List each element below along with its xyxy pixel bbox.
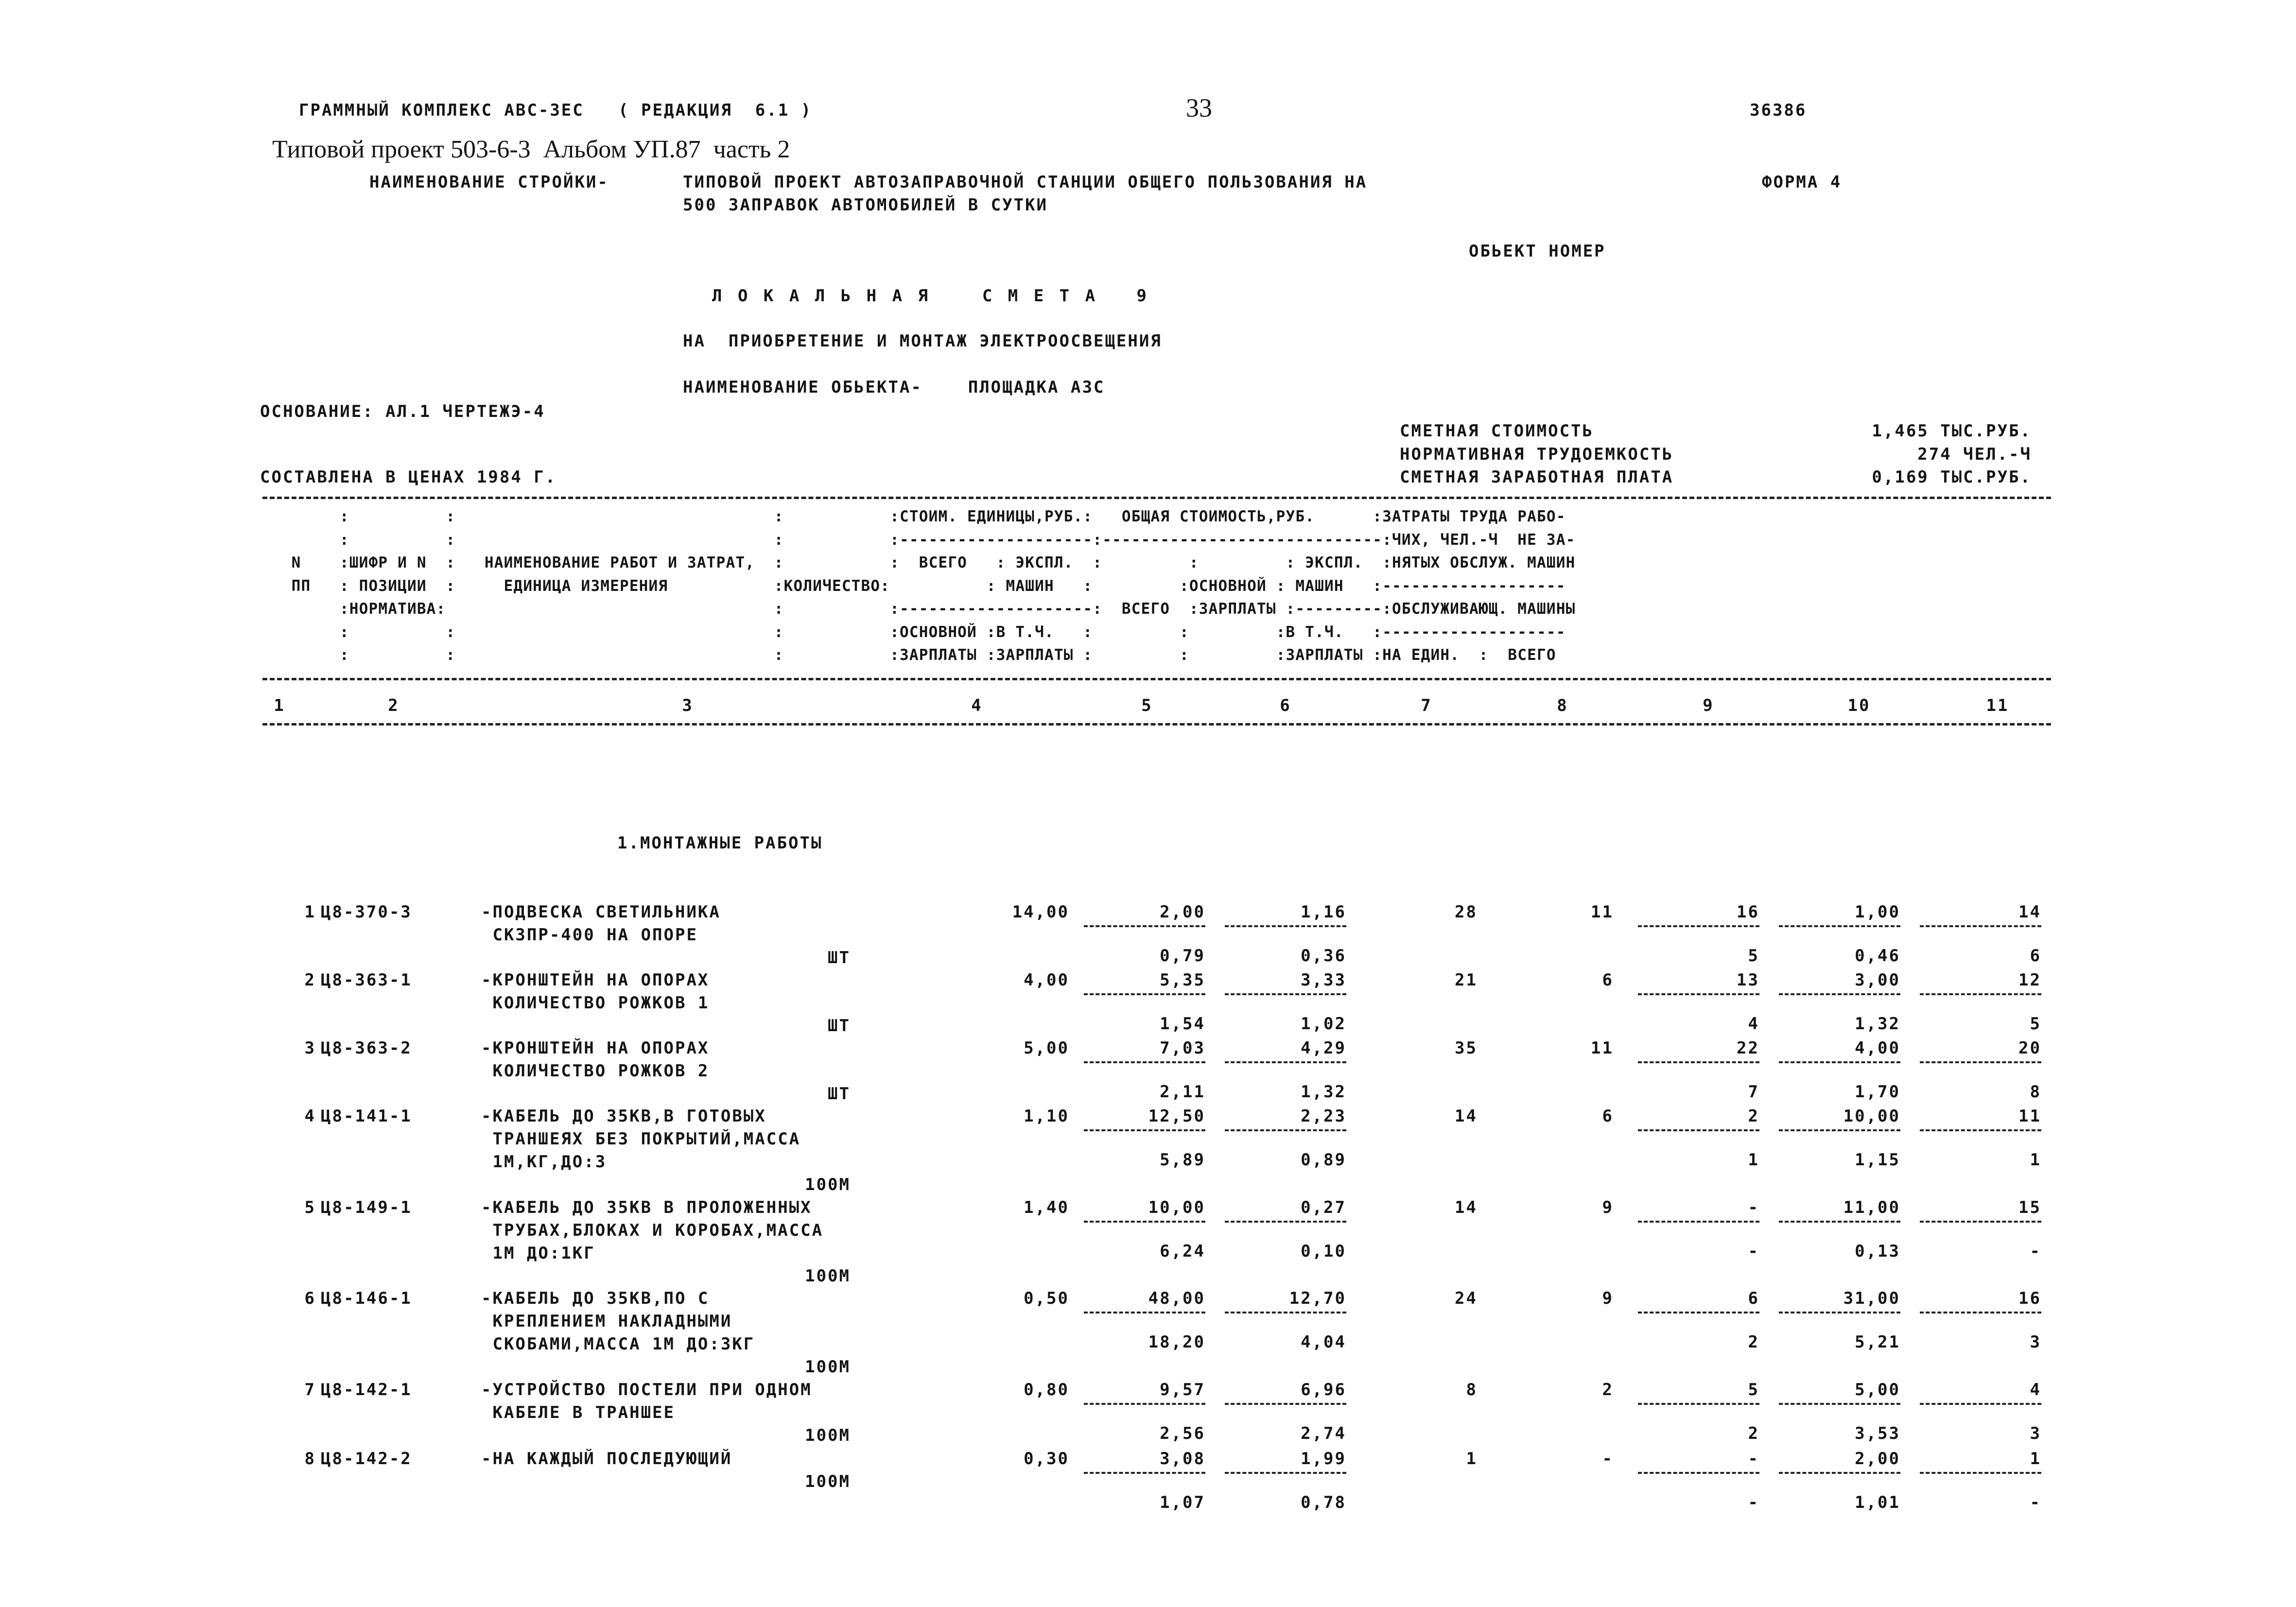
row-name-line: -КАБЕЛЬ ДО 35КВ В ПРОЛОЖЕННЫХ (481, 1198, 812, 1217)
row-separator (1779, 925, 1900, 927)
row-labor-total: 11 (2018, 1106, 2041, 1126)
row-unit-cost-machines: 3,33 (1301, 970, 1346, 990)
row-quantity: 1,40 (1024, 1198, 1069, 1217)
row-machine-wages: - (1748, 1493, 1759, 1512)
row-unit-machine-wage: 0,89 (1301, 1150, 1346, 1170)
column-number: 5 (1141, 696, 1153, 715)
row-machine-wages: - (1748, 1242, 1759, 1261)
row-separator (1638, 1221, 1759, 1223)
row-unit-cost-total: 3,08 (1160, 1449, 1205, 1469)
row-labor-machines-total: 6 (2030, 946, 2041, 966)
row-labor-total: 15 (2018, 1198, 2041, 1217)
row-total-cost: 1 (1466, 1449, 1478, 1469)
program-name: ГРАММНЫЙ КОМПЛЕКС АВС-ЗЕС ( РЕДАКЦИЯ 6.1 ) (299, 101, 813, 120)
row-separator (1920, 1312, 2041, 1313)
row-total-wages: 6 (1602, 1106, 1614, 1126)
row-code: Ц8-142-2 (321, 1449, 412, 1469)
row-code: Ц8-370-3 (321, 902, 412, 922)
row-separator (1225, 1061, 1346, 1063)
row-labor-total: 14 (2018, 902, 2041, 922)
row-machine-wages: 1 (1748, 1150, 1759, 1170)
row-unit: ШТ (828, 1016, 851, 1036)
row-name-line: ТРАНШЕЯХ БЕЗ ПОКРЫТИЙ,МАССА (481, 1129, 801, 1149)
row-separator (1779, 1221, 1900, 1223)
row-total-wages: - (1602, 1449, 1614, 1469)
estimated-wage-value: 0,169 ТЫС.РУБ. (1872, 467, 2032, 487)
row-number: 1 (304, 902, 316, 922)
estimated-cost-label: СМЕТНАЯ СТОИМОСТЬ (1400, 421, 1594, 441)
estimated-cost-value: 1,465 ТЫС.РУБ. (1872, 421, 2032, 441)
project-line: Типовой проект 503-6-3 Альбом УП.87 часть 2 (272, 136, 790, 163)
row-unit-base-wage: 1,54 (1160, 1014, 1205, 1034)
column-number: 2 (388, 696, 400, 715)
row-labor-machines-per-unit: 5,21 (1855, 1332, 1900, 1352)
row-unit: ШТ (828, 1084, 851, 1104)
header-line: :НОРМАТИВА: : :--------------------: ВСЕГО :ЗАРПЛАТЫ :---------:ОБСЛУЖИВАЮЩ. МАШИНЫ (262, 600, 1576, 618)
row-quantity: 1,10 (1024, 1106, 1069, 1126)
row-quantity: 5,00 (1024, 1038, 1069, 1058)
row-total-machines: 22 (1737, 1038, 1759, 1058)
row-unit-cost-machines: 12,70 (1289, 1289, 1346, 1308)
row-name-line: КРЕПЛЕНИЕМ НАКЛАДНЫМИ (481, 1312, 732, 1331)
row-unit: 100М (805, 1266, 851, 1286)
row-name-line: -НА КАЖДЫЙ ПОСЛЕДУЮЩИЙ (481, 1449, 732, 1469)
row-separator (1638, 993, 1759, 995)
row-name-line: СКОБАМИ,МАССА 1М ДО:3КГ (481, 1334, 755, 1354)
row-unit-cost-machines: 1,16 (1301, 902, 1346, 922)
section-title: 1.МОНТАЖНЫЕ РАБОТЫ (617, 833, 823, 853)
row-name-line: -КАБЕЛЬ ДО 35КВ,В ГОТОВЫХ (481, 1106, 766, 1126)
row-labor-per-unit: 1,00 (1855, 902, 1900, 922)
column-number: 1 (274, 696, 285, 715)
row-unit-cost-total: 2,00 (1160, 902, 1205, 922)
row-labor-machines-per-unit: 0,13 (1855, 1242, 1900, 1261)
row-separator (1084, 1312, 1205, 1313)
row-total-machines: - (1748, 1449, 1759, 1469)
row-machine-wages: 7 (1748, 1082, 1759, 1102)
row-total-wages: 2 (1602, 1380, 1614, 1400)
row-separator (1779, 1129, 1900, 1131)
row-machine-wages: 4 (1748, 1014, 1759, 1034)
row-total-cost: 35 (1455, 1038, 1478, 1058)
row-total-wages: 9 (1602, 1198, 1614, 1217)
row-labor-machines-per-unit: 0,46 (1855, 946, 1900, 966)
row-code: Ц8-141-1 (321, 1106, 412, 1126)
row-labor-total: 4 (2030, 1380, 2041, 1400)
row-quantity: 0,30 (1024, 1449, 1069, 1469)
row-unit-machine-wage: 1,02 (1301, 1014, 1346, 1034)
header-line: : : : :ЗАРПЛАТЫ :ЗАРПЛАТЫ : : :ЗАРПЛАТЫ :НА ЕДИН. : ВСЕГО (262, 646, 1556, 664)
row-labor-total: 16 (2018, 1289, 2041, 1308)
row-total-machines: 5 (1748, 1380, 1759, 1400)
price-level-line: СОСТАВЛЕНА В ЦЕНАХ 1984 Г. (260, 467, 557, 487)
row-total-machines: 6 (1748, 1289, 1759, 1308)
row-separator (1084, 925, 1205, 927)
row-code: Ц8-142-1 (321, 1380, 412, 1400)
row-separator (1779, 993, 1900, 995)
row-quantity: 0,80 (1024, 1380, 1069, 1400)
document-title: Л О К А Л Ь Н А Я С М Е Т А 9 (712, 286, 1149, 306)
row-labor-machines-per-unit: 1,70 (1855, 1082, 1900, 1102)
row-labor-total: 1 (2030, 1449, 2041, 1469)
row-code: Ц8-363-2 (321, 1038, 412, 1058)
header-bottom-rule (262, 678, 2051, 680)
row-total-wages: 11 (1591, 902, 1614, 922)
column-number: 3 (682, 696, 694, 715)
row-separator (1920, 1472, 2041, 1474)
row-separator (1779, 1312, 1900, 1313)
row-labor-per-unit: 4,00 (1855, 1038, 1900, 1058)
row-separator (1638, 925, 1759, 927)
document-number: 36386 (1750, 101, 1807, 120)
table-top-rule (262, 497, 2051, 499)
row-code: Ц8-363-1 (321, 970, 412, 990)
row-unit-base-wage: 18,20 (1148, 1332, 1205, 1352)
row-labor-machines-per-unit: 1,15 (1855, 1150, 1900, 1170)
construction-name-line1: ТИПОВОЙ ПРОЕКТ АВТОЗАПРАВОЧНОЙ СТАНЦИИ ОБЩЕГО ПОЛЬЗОВАНИЯ НА (683, 173, 1368, 192)
row-separator (1920, 1403, 2041, 1405)
row-total-cost: 28 (1455, 902, 1478, 922)
row-labor-machines-total: 8 (2030, 1082, 2041, 1102)
row-unit-cost-machines: 6,96 (1301, 1380, 1346, 1400)
row-separator (1084, 1403, 1205, 1405)
row-name-line: ТРУБАХ,БЛОКАХ И КОРОБАХ,МАССА (481, 1221, 824, 1240)
row-quantity: 0,50 (1024, 1289, 1069, 1308)
row-unit: ШТ (828, 948, 851, 968)
row-machine-wages: 2 (1748, 1332, 1759, 1352)
column-number: 11 (1986, 696, 2009, 715)
column-number: 8 (1557, 696, 1568, 715)
row-name-line: 1М,КГ,ДО:3 (481, 1152, 607, 1172)
row-unit-machine-wage: 1,32 (1301, 1082, 1346, 1102)
row-unit: 100М (805, 1472, 851, 1491)
object-number-label: ОБЬЕКТ НОМЕР (1469, 242, 1606, 261)
row-labor-machines-per-unit: 1,32 (1855, 1014, 1900, 1034)
row-labor-per-unit: 3,00 (1855, 970, 1900, 990)
row-separator (1084, 1472, 1205, 1474)
header-line: N :ШИФР И N : НАИМЕНОВАНИЕ РАБОТ И ЗАТРАТ, : : ВСЕГО : ЭКСПЛ. : : : ЭКСПЛ. :НЯТЫХ ОБСЛУЖ. МАШИН (262, 554, 1576, 571)
row-unit-cost-machines: 1,99 (1301, 1449, 1346, 1469)
row-unit-cost-machines: 0,27 (1301, 1198, 1346, 1217)
row-total-cost: 14 (1455, 1106, 1478, 1126)
row-unit-base-wage: 6,24 (1160, 1242, 1205, 1261)
row-unit-machine-wage: 0,36 (1301, 946, 1346, 966)
row-separator (1920, 925, 2041, 927)
row-separator (1225, 1312, 1346, 1313)
header-line: : : : :ОСНОВНОЙ :В Т.Ч. : : :В Т.Ч. :------------------- (262, 623, 1566, 641)
column-number: 6 (1280, 696, 1291, 715)
row-unit-cost-total: 12,50 (1148, 1106, 1205, 1126)
row-separator (1225, 1403, 1346, 1405)
row-name-line: КОЛИЧЕСТВО РОЖКОВ 1 (481, 993, 710, 1013)
row-quantity: 4,00 (1024, 970, 1069, 990)
construction-label: НАИМЕНОВАНИЕ СТРОЙКИ- (369, 173, 609, 192)
row-unit-base-wage: 1,07 (1160, 1493, 1205, 1512)
row-labor-machines-total: 3 (2030, 1424, 2041, 1443)
row-unit-base-wage: 0,79 (1160, 946, 1205, 966)
row-number: 2 (304, 970, 316, 990)
row-number: 8 (304, 1449, 316, 1469)
row-unit-cost-total: 48,00 (1148, 1289, 1205, 1308)
row-total-wages: 6 (1602, 970, 1614, 990)
row-number: 4 (304, 1106, 316, 1126)
row-separator (1920, 1221, 2041, 1223)
row-name-line: СКЗПР-400 НА ОПОРЕ (481, 925, 698, 945)
row-total-cost: 24 (1455, 1289, 1478, 1308)
row-separator (1225, 925, 1346, 927)
row-unit-cost-total: 9,57 (1160, 1380, 1205, 1400)
row-name-line: -КРОНШТЕЙН НА ОПОРАХ (481, 1038, 710, 1058)
row-total-cost: 21 (1455, 970, 1478, 990)
row-total-wages: 11 (1591, 1038, 1614, 1058)
row-separator (1225, 1129, 1346, 1131)
row-labor-machines-total: 1 (2030, 1150, 2041, 1170)
row-separator (1225, 1221, 1346, 1223)
row-name-line: -ПОДВЕСКА СВЕТИЛЬНИКА (481, 902, 721, 922)
row-number: 3 (304, 1038, 316, 1058)
row-unit-base-wage: 5,89 (1160, 1150, 1205, 1170)
row-name-line: КАБЕЛЕ В ТРАНШЕЕ (481, 1403, 675, 1422)
row-labor-machines-total: 3 (2030, 1332, 2041, 1352)
row-labor-per-unit: 2,00 (1855, 1449, 1900, 1469)
column-number-rule (262, 723, 2051, 726)
row-unit-base-wage: 2,56 (1160, 1424, 1205, 1443)
column-number: 7 (1421, 696, 1432, 715)
row-total-cost: 14 (1455, 1198, 1478, 1217)
row-unit-machine-wage: 4,04 (1301, 1332, 1346, 1352)
row-separator (1920, 993, 2041, 995)
row-total-cost: 8 (1466, 1380, 1478, 1400)
row-separator (1084, 1129, 1205, 1131)
row-name-line: -КАБЕЛЬ ДО 35КВ,ПО С (481, 1289, 710, 1308)
row-name-line: КОЛИЧЕСТВО РОЖКОВ 2 (481, 1061, 710, 1081)
row-separator (1638, 1472, 1759, 1474)
row-separator (1084, 1061, 1205, 1063)
row-name-line: -УСТРОЙСТВО ПОСТЕЛИ ПРИ ОДНОМ (481, 1380, 812, 1400)
labor-intensity-value: 274 ЧЕЛ.-Ч (1917, 445, 2032, 464)
column-number: 10 (1847, 696, 1871, 715)
row-separator (1638, 1061, 1759, 1063)
row-separator (1638, 1312, 1759, 1313)
row-unit-cost-machines: 2,23 (1301, 1106, 1346, 1126)
row-number: 7 (304, 1380, 316, 1400)
row-separator (1779, 1472, 1900, 1474)
row-code: Ц8-149-1 (321, 1198, 412, 1217)
form-number: ФОРМА 4 (1762, 173, 1842, 192)
row-machine-wages: 2 (1748, 1424, 1759, 1443)
row-separator (1225, 993, 1346, 995)
row-machine-wages: 5 (1748, 946, 1759, 966)
labor-intensity-label: НОРМАТИВНАЯ ТРУДОЕМКОСТЬ (1400, 445, 1674, 464)
row-name-line: 1М ДО:1КГ (481, 1244, 595, 1263)
row-labor-machines-per-unit: 1,01 (1855, 1493, 1900, 1512)
row-separator (1084, 1221, 1205, 1223)
row-separator (1225, 1472, 1346, 1474)
row-labor-machines-total: - (2030, 1493, 2041, 1512)
row-unit-machine-wage: 0,78 (1301, 1493, 1346, 1512)
row-name-line: -КРОНШТЕЙН НА ОПОРАХ (481, 970, 710, 990)
row-unit-cost-machines: 4,29 (1301, 1038, 1346, 1058)
row-total-machines: - (1748, 1198, 1759, 1217)
construction-name-line2: 500 ЗАПРАВОК АВТОМОБИЛЕЙ В СУТКИ (683, 195, 1048, 215)
header-line: ПП : ПОЗИЦИИ : ЕДИНИЦА ИЗМЕРЕНИЯ :КОЛИЧЕСТВО: : МАШИН : :ОСНОВНОЙ : МАШИН :------------------- (262, 577, 1566, 595)
row-separator (1779, 1061, 1900, 1063)
row-unit: 100М (805, 1175, 851, 1194)
row-labor-per-unit: 10,00 (1843, 1106, 1900, 1126)
row-separator (1779, 1403, 1900, 1405)
row-total-machines: 13 (1737, 970, 1759, 990)
row-unit: 100М (805, 1426, 851, 1445)
document-subtitle: НА ПРИОБРЕТЕНИЕ И МОНТАЖ ЭЛЕКТРООСВЕЩЕНИЯ (683, 331, 1162, 351)
basis-line: ОСНОВАНИЕ: АЛ.1 ЧЕРТЕЖЭ-4 (260, 402, 545, 421)
row-number: 5 (304, 1198, 316, 1217)
row-total-machines: 16 (1737, 902, 1759, 922)
row-unit-cost-total: 5,35 (1160, 970, 1205, 990)
row-unit-base-wage: 2,11 (1160, 1082, 1205, 1102)
row-total-machines: 2 (1748, 1106, 1759, 1126)
row-separator (1638, 1129, 1759, 1131)
row-unit-cost-total: 7,03 (1160, 1038, 1205, 1058)
row-labor-per-unit: 11,00 (1843, 1198, 1900, 1217)
row-number: 6 (304, 1289, 316, 1308)
row-code: Ц8-146-1 (321, 1289, 412, 1308)
row-labor-per-unit: 5,00 (1855, 1380, 1900, 1400)
row-separator (1084, 993, 1205, 995)
row-unit: 100М (805, 1357, 851, 1377)
row-total-wages: 9 (1602, 1289, 1614, 1308)
row-labor-machines-per-unit: 3,53 (1855, 1424, 1900, 1443)
row-separator (1920, 1061, 2041, 1063)
column-number: 4 (971, 696, 983, 715)
header-line: : : : :СТОИМ. ЕДИНИЦЫ,РУБ.: ОБЩАЯ СТОИМОСТЬ,РУБ. :ЗАТРАТЫ ТРУДА РАБО- (262, 508, 1566, 525)
row-labor-total: 12 (2018, 970, 2041, 990)
row-labor-machines-total: - (2030, 1242, 2041, 1261)
row-unit-cost-total: 10,00 (1148, 1198, 1205, 1217)
row-labor-total: 20 (2018, 1038, 2041, 1058)
row-separator (1638, 1403, 1759, 1405)
row-labor-per-unit: 31,00 (1843, 1289, 1900, 1308)
row-unit-machine-wage: 2,74 (1301, 1424, 1346, 1443)
header-line: : : : :--------------------:-----------------------------:ЧИХ, ЧЕЛ.-Ч НЕ ЗА- (262, 531, 1576, 549)
row-quantity: 14,00 (1012, 902, 1069, 922)
column-number: 9 (1703, 696, 1714, 715)
row-separator (1920, 1129, 2041, 1131)
estimated-wage-label: СМЕТНАЯ ЗАРАБОТНАЯ ПЛАТА (1400, 467, 1674, 487)
row-labor-machines-total: 5 (2030, 1014, 2041, 1034)
page-number: 33 (1186, 93, 1212, 122)
object-name: НАИМЕНОВАНИЕ ОБЬЕКТА- ПЛОЩАДКА АЗС (683, 378, 1105, 397)
row-unit-machine-wage: 0,10 (1301, 1242, 1346, 1261)
